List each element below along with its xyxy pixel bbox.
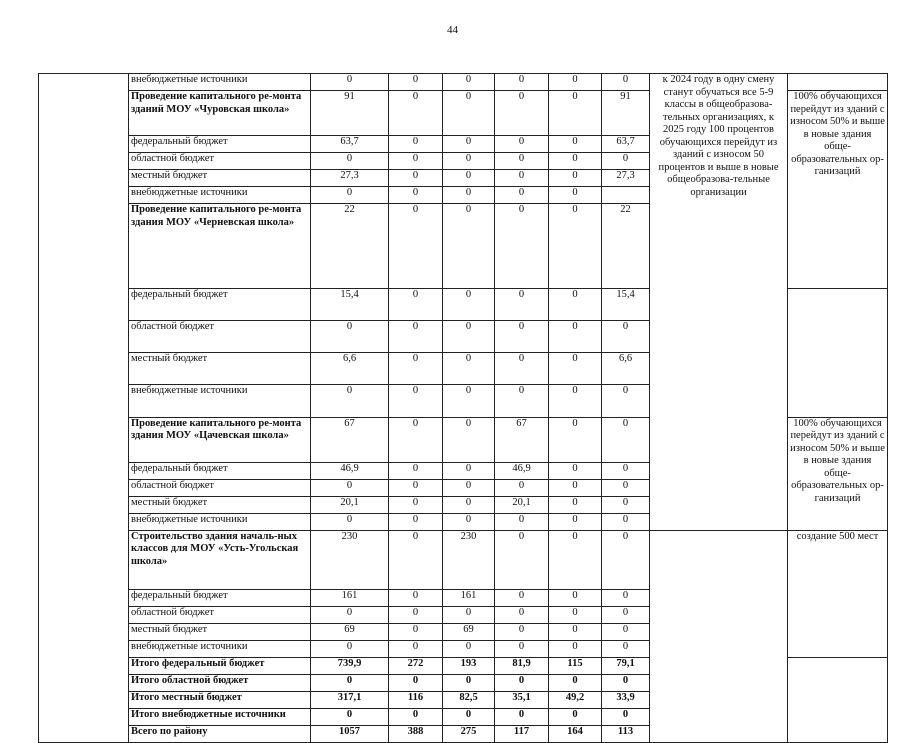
value-cell: 0 <box>495 513 549 530</box>
value-cell: 0 <box>602 153 650 170</box>
value-cell: 0 <box>602 417 650 462</box>
value-cell: 0 <box>602 640 650 657</box>
value-cell: 0 <box>389 623 443 640</box>
value-cell: 69 <box>443 623 495 640</box>
value-cell: 0 <box>549 385 602 417</box>
value-cell: 0 <box>495 91 549 136</box>
value-cell: 193 <box>443 657 495 674</box>
value-cell: 0 <box>389 462 443 479</box>
row-label: федеральный бюджет <box>129 462 311 479</box>
value-cell: 49,2 <box>549 691 602 708</box>
value-cell: 0 <box>389 353 443 385</box>
value-cell: 27,3 <box>602 170 650 187</box>
value-cell: 0 <box>495 289 549 321</box>
value-cell: 33,9 <box>602 691 650 708</box>
value-cell: 0 <box>311 640 389 657</box>
value-cell: 0 <box>549 417 602 462</box>
value-cell: 0 <box>602 606 650 623</box>
value-cell: 116 <box>389 691 443 708</box>
value-cell: 22 <box>311 204 389 289</box>
value-cell: 0 <box>389 91 443 136</box>
value-cell: 0 <box>443 136 495 153</box>
row-label: Итого областной бюджет <box>129 674 311 691</box>
value-cell: 0 <box>495 321 549 353</box>
value-cell: 0 <box>311 321 389 353</box>
value-cell: 0 <box>495 674 549 691</box>
value-cell: 0 <box>443 417 495 462</box>
row-label: внебюджетные источники <box>129 74 311 91</box>
value-cell: 69 <box>311 623 389 640</box>
value-cell: 272 <box>389 657 443 674</box>
value-cell: 20,1 <box>311 496 389 513</box>
value-cell: 0 <box>443 204 495 289</box>
value-cell: 0 <box>495 640 549 657</box>
value-cell: 0 <box>549 708 602 725</box>
value-cell: 0 <box>389 153 443 170</box>
value-cell: 161 <box>443 589 495 606</box>
value-cell: 0 <box>443 153 495 170</box>
value-cell: 0 <box>389 321 443 353</box>
value-cell: 0 <box>389 479 443 496</box>
row-label: федеральный бюджет <box>129 136 311 153</box>
value-cell: 15,4 <box>602 289 650 321</box>
value-cell: 0 <box>549 674 602 691</box>
value-cell: 0 <box>495 479 549 496</box>
value-cell: 0 <box>602 674 650 691</box>
value-cell: 67 <box>495 417 549 462</box>
value-cell: 0 <box>311 513 389 530</box>
funding-table <box>38 73 888 743</box>
value-cell: 0 <box>602 589 650 606</box>
value-cell: 1057 <box>311 725 389 742</box>
value-cell: 0 <box>389 170 443 187</box>
value-cell: 0 <box>602 462 650 479</box>
value-cell: 0 <box>549 589 602 606</box>
value-cell: 0 <box>389 674 443 691</box>
row-label: областной бюджет <box>129 153 311 170</box>
value-cell: 0 <box>443 496 495 513</box>
value-cell: 0 <box>602 708 650 725</box>
value-cell: 0 <box>602 74 650 91</box>
table-row <box>39 74 888 91</box>
value-cell: 317,1 <box>311 691 389 708</box>
value-cell: 0 <box>602 321 650 353</box>
value-cell: 0 <box>311 385 389 417</box>
value-cell: 0 <box>311 74 389 91</box>
value-cell: 0 <box>549 91 602 136</box>
target-totals-empty-cell <box>788 657 888 742</box>
value-cell: 46,9 <box>311 462 389 479</box>
target-churovskaya-note: 100% обучающихся перейдут из зданий с износом 50% и выше в новые здания обще-образовательных ор-ганизаций <box>788 91 888 289</box>
value-cell: 0 <box>549 321 602 353</box>
value-cell: 0 <box>311 708 389 725</box>
result-empty-cell <box>650 530 788 742</box>
row-label: областной бюджет <box>129 606 311 623</box>
value-cell: 15,4 <box>311 289 389 321</box>
value-cell: 20,1 <box>495 496 549 513</box>
value-cell: 63,7 <box>602 136 650 153</box>
value-cell: 0 <box>389 136 443 153</box>
row-label: Итого внебюджетные источники <box>129 708 311 725</box>
row-label: Проведение капитального ре-монта здания МОУ «Черневская школа» <box>129 204 311 289</box>
value-cell: 35,1 <box>495 691 549 708</box>
value-cell: 0 <box>495 136 549 153</box>
row-label: внебюджетные источники <box>129 385 311 417</box>
value-cell: 0 <box>602 530 650 589</box>
value-cell: 388 <box>389 725 443 742</box>
value-cell: 0 <box>549 640 602 657</box>
value-cell: 0 <box>549 513 602 530</box>
value-cell: 0 <box>549 606 602 623</box>
value-cell: 46,9 <box>495 462 549 479</box>
value-cell: 0 <box>389 417 443 462</box>
value-cell: 0 <box>549 170 602 187</box>
row-label: областной бюджет <box>129 479 311 496</box>
value-cell: 0 <box>311 153 389 170</box>
row-label: федеральный бюджет <box>129 289 311 321</box>
value-cell: 27,3 <box>311 170 389 187</box>
value-cell: 0 <box>602 513 650 530</box>
row-label: внебюджетные источники <box>129 640 311 657</box>
value-cell: 117 <box>495 725 549 742</box>
value-cell: 0 <box>443 353 495 385</box>
value-cell <box>602 187 650 204</box>
value-cell: 0 <box>443 289 495 321</box>
value-cell: 0 <box>549 187 602 204</box>
value-cell: 0 <box>495 530 549 589</box>
value-cell: 0 <box>549 204 602 289</box>
row-label: федеральный бюджет <box>129 589 311 606</box>
row-label: местный бюджет <box>129 170 311 187</box>
value-cell: 0 <box>443 479 495 496</box>
value-cell: 113 <box>602 725 650 742</box>
row-label: внебюджетные источники <box>129 187 311 204</box>
value-cell: 0 <box>495 385 549 417</box>
value-cell: 0 <box>495 170 549 187</box>
value-cell: 0 <box>311 606 389 623</box>
value-cell: 0 <box>311 479 389 496</box>
value-cell: 0 <box>495 153 549 170</box>
value-cell: 0 <box>389 187 443 204</box>
measure-result-note: к 2024 году в одну смену станут обучаться все 5-9 классы в общеобразова-тельных организациях, к 2025 году 100 процентов обучающихся перейдут из зданий с износом 50 процентов и выше в новые общеобразова-тельные организации <box>650 74 788 531</box>
value-cell: 0 <box>602 496 650 513</box>
value-cell: 115 <box>549 657 602 674</box>
page-number: 44 <box>447 24 458 36</box>
value-cell: 230 <box>311 530 389 589</box>
value-cell: 0 <box>549 74 602 91</box>
value-cell: 0 <box>311 674 389 691</box>
value-cell: 0 <box>443 674 495 691</box>
value-cell: 0 <box>495 204 549 289</box>
value-cell: 0 <box>549 530 602 589</box>
value-cell: 0 <box>495 708 549 725</box>
value-cell: 0 <box>443 708 495 725</box>
value-cell: 0 <box>389 530 443 589</box>
value-cell: 81,9 <box>495 657 549 674</box>
target-empty-cell <box>788 74 888 91</box>
value-cell: 0 <box>389 496 443 513</box>
row-label: Итого федеральный бюджет <box>129 657 311 674</box>
value-cell: 275 <box>443 725 495 742</box>
value-cell: 22 <box>602 204 650 289</box>
row-label: Итого местный бюджет <box>129 691 311 708</box>
value-cell: 0 <box>495 353 549 385</box>
target-tsachevskaya-note: 100% обучающихся перейдут из зданий с износом 50% и выше в новые здания обще-образовательных ор-ганизаций <box>788 417 888 530</box>
value-cell: 0 <box>389 606 443 623</box>
value-cell: 0 <box>495 623 549 640</box>
value-cell: 79,1 <box>602 657 650 674</box>
value-cell: 0 <box>549 462 602 479</box>
value-cell: 0 <box>443 640 495 657</box>
value-cell: 0 <box>495 74 549 91</box>
row-label: местный бюджет <box>129 623 311 640</box>
row-label: областной бюджет <box>129 321 311 353</box>
value-cell: 164 <box>549 725 602 742</box>
value-cell: 0 <box>549 623 602 640</box>
value-cell: 91 <box>602 91 650 136</box>
value-cell: 6,6 <box>311 353 389 385</box>
value-cell: 0 <box>443 385 495 417</box>
value-cell: 0 <box>443 321 495 353</box>
value-cell: 0 <box>389 385 443 417</box>
value-cell: 0 <box>443 74 495 91</box>
value-cell: 0 <box>311 187 389 204</box>
value-cell: 0 <box>389 74 443 91</box>
value-cell: 0 <box>443 462 495 479</box>
row-label: внебюджетные источники <box>129 513 311 530</box>
value-cell: 91 <box>311 91 389 136</box>
value-cell: 0 <box>389 589 443 606</box>
row-label: Проведение капитального ре-монта здания МОУ «Цачевская школа» <box>129 417 311 462</box>
value-cell: 0 <box>549 353 602 385</box>
table-row <box>39 530 888 589</box>
row-label: Проведение капитального ре-монта зданий МОУ «Чуровская школа» <box>129 91 311 136</box>
row-label: Всего по району <box>129 725 311 742</box>
value-cell: 0 <box>549 153 602 170</box>
value-cell: 63,7 <box>311 136 389 153</box>
row-label: местный бюджет <box>129 353 311 385</box>
value-cell: 0 <box>549 496 602 513</box>
value-cell: 0 <box>495 606 549 623</box>
value-cell: 0 <box>389 289 443 321</box>
value-cell: 0 <box>602 623 650 640</box>
value-cell: 82,5 <box>443 691 495 708</box>
value-cell: 0 <box>443 91 495 136</box>
value-cell: 0 <box>495 187 549 204</box>
target-ust-ugolskaya-note: создание 500 мест <box>788 530 888 657</box>
row-label: Строительство здания началь-ных классов для МОУ «Усть-Угольская школа» <box>129 530 311 589</box>
value-cell: 67 <box>311 417 389 462</box>
value-cell: 739,9 <box>311 657 389 674</box>
value-cell: 0 <box>443 606 495 623</box>
value-cell: 0 <box>389 708 443 725</box>
value-cell: 0 <box>495 589 549 606</box>
value-cell: 6,6 <box>602 353 650 385</box>
value-cell: 0 <box>389 640 443 657</box>
left-merged-cell <box>39 74 129 743</box>
value-cell: 0 <box>389 204 443 289</box>
value-cell: 0 <box>443 187 495 204</box>
value-cell: 230 <box>443 530 495 589</box>
value-cell: 0 <box>602 479 650 496</box>
value-cell: 0 <box>549 479 602 496</box>
value-cell: 0 <box>549 289 602 321</box>
value-cell: 0 <box>602 385 650 417</box>
value-cell: 0 <box>389 513 443 530</box>
value-cell: 0 <box>443 170 495 187</box>
value-cell: 161 <box>311 589 389 606</box>
value-cell: 0 <box>443 513 495 530</box>
value-cell: 0 <box>549 136 602 153</box>
row-label: местный бюджет <box>129 496 311 513</box>
